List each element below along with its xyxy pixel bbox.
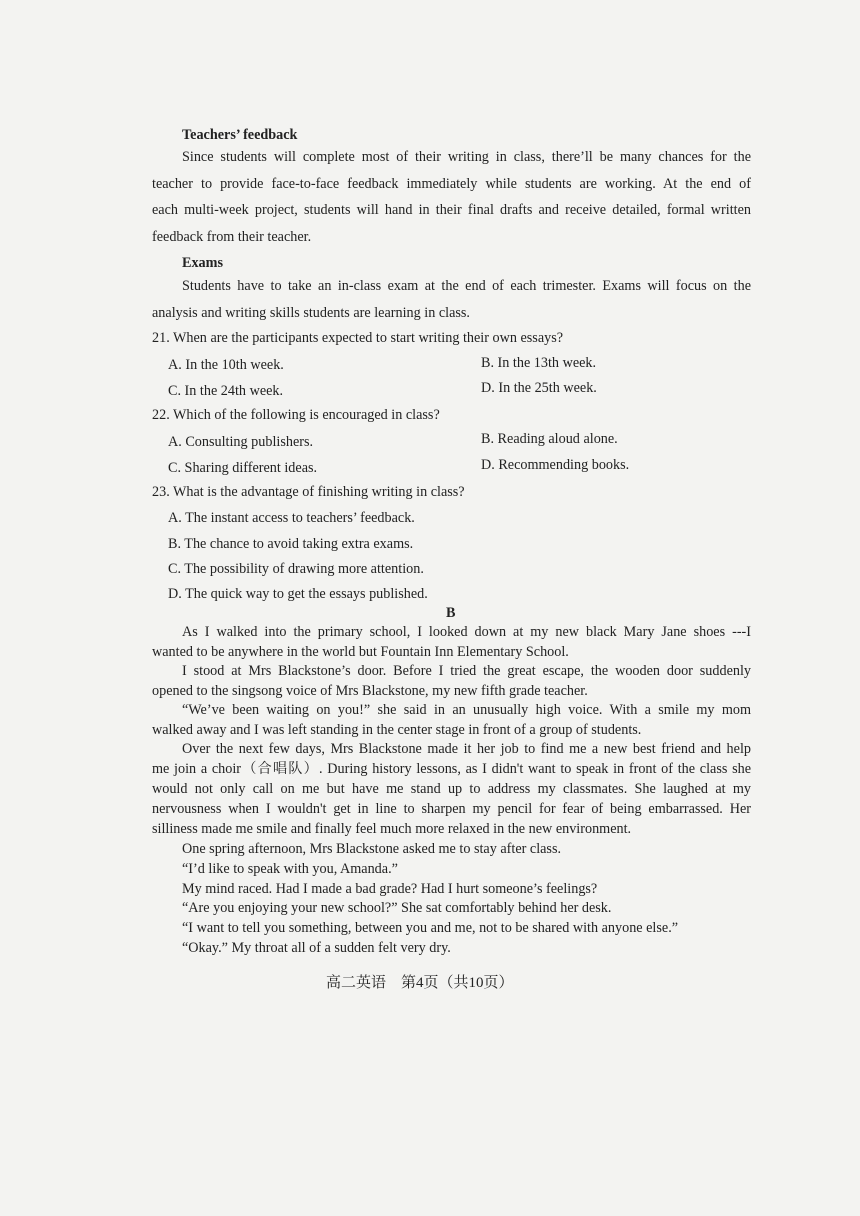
option-23b: B. The chance to avoid taking extra exams. — [168, 536, 414, 552]
option-22a: A. Consulting publishers. — [168, 434, 314, 450]
page-footer: 高二英语 第4页（共10页） — [326, 975, 514, 991]
option-22b: B. Reading aloud alone. — [481, 431, 618, 447]
paragraph-line: would not only call on me but have me stand up to address my classmates. She laughed at my — [152, 781, 751, 797]
question-stem-21: 21. When are the participants expected to start writing their own essays? — [152, 330, 564, 346]
paragraph-line: opened to the singsong voice of Mrs Blackstone, my new fifth grade teacher. — [152, 683, 588, 699]
paragraph-line: teacher to provide face-to-face feedback immediately while students are working. At the end of — [152, 176, 751, 192]
paragraph-line: walked away and I was left standing in the center stage in front of a group of students. — [152, 722, 642, 738]
paragraph-line: “I’d like to speak with you, Amanda.” — [182, 861, 398, 877]
question-stem-22: 22. Which of the following is encouraged in class? — [152, 407, 440, 423]
paragraph-line: Students have to take an in-class exam at the end of each trimester. Exams will focus on the — [182, 278, 751, 294]
paragraph-line: Since students will complete most of their writing in class, there’ll be many chances for the — [182, 149, 751, 165]
paragraph-line: silliness made me smile and finally feel much more relaxed in the new environment. — [152, 821, 632, 837]
paragraph-line: As I walked into the primary school, I looked down at my new black Mary Jane shoes ---I — [182, 624, 751, 640]
section-heading-teachers-feedback: Teachers’ feedback — [182, 127, 298, 143]
paragraph-line: each multi-week project, students will hand in their final drafts and receive detailed, formal written — [152, 202, 751, 218]
passage-label-b: B — [446, 605, 456, 621]
option-22d: D. Recommending books. — [481, 457, 630, 473]
paragraph-line: me join a choir（合唱队）. During history lessons, as I didn't want to speak in front of the class she — [152, 761, 751, 777]
paragraph-line: “I want to tell you something, between you and me, not to be shared with anyone else.” — [182, 920, 679, 936]
paragraph-line: One spring afternoon, Mrs Blackstone asked me to stay after class. — [182, 841, 562, 857]
paragraph-line: My mind raced. Had I made a bad grade? Had I hurt someone’s feelings? — [182, 881, 598, 897]
paragraph-line: feedback from their teacher. — [152, 229, 312, 245]
option-21d: D. In the 25th week. — [481, 380, 597, 396]
paragraph-line: nervousness when I wouldn't get in line to sharpen my pencil for fear of being embarrassed. Her — [152, 801, 751, 817]
option-21b: B. In the 13th week. — [481, 355, 597, 371]
option-23a: A. The instant access to teachers’ feedback. — [168, 510, 415, 526]
section-heading-exams: Exams — [182, 255, 223, 271]
option-21c: C. In the 24th week. — [168, 383, 284, 399]
paragraph-line: “Are you enjoying your new school?” She sat comfortably behind her desk. — [182, 900, 612, 916]
question-stem-23: 23. What is the advantage of finishing writing in class? — [152, 484, 465, 500]
paragraph-line: I stood at Mrs Blackstone’s door. Before I tried the great escape, the wooden door suddenly — [182, 663, 751, 679]
paragraph-line: wanted to be anywhere in the world but Fountain Inn Elementary School. — [152, 644, 569, 660]
paragraph-line: Over the next few days, Mrs Blackstone made it her job to find me a new best friend and help — [182, 741, 751, 757]
paragraph-line: “We’ve been waiting on you!” she said in an unusually high voice. With a smile my mom — [182, 702, 751, 718]
paragraph-line: analysis and writing skills students are learning in class. — [152, 305, 470, 321]
option-21a: A. In the 10th week. — [168, 357, 284, 373]
option-23d: D. The quick way to get the essays published. — [168, 586, 428, 602]
option-22c: C. Sharing different ideas. — [168, 460, 318, 476]
option-23c: C. The possibility of drawing more attention. — [168, 561, 424, 577]
paragraph-line: “Okay.” My throat all of a sudden felt very dry. — [182, 940, 451, 956]
